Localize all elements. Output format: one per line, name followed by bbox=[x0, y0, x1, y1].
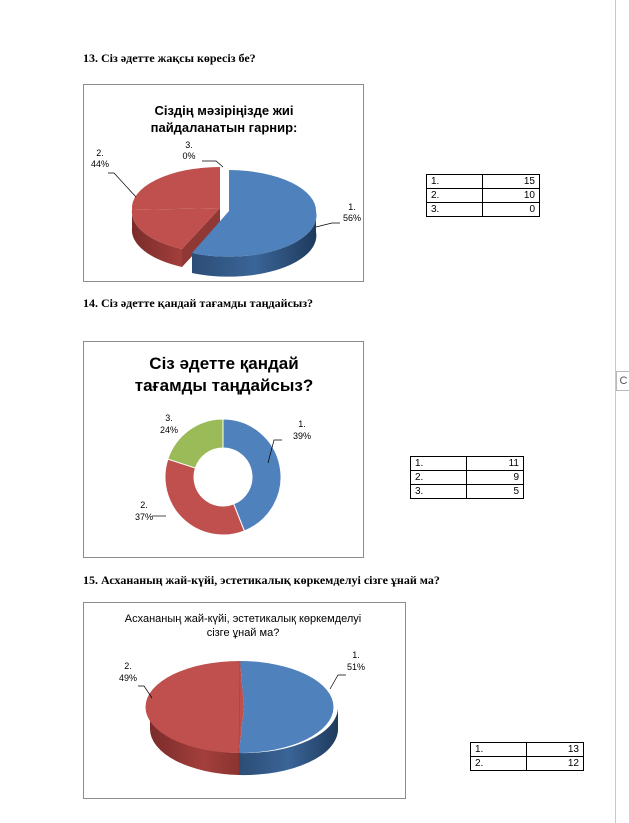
chart-13-leader-3 bbox=[202, 161, 223, 167]
question-15-heading: 15. Асхананың жай-күйі, эстетикалық көркемделуі сізге ұнай ма? bbox=[83, 573, 440, 587]
table-15 bbox=[470, 742, 584, 771]
table-row: 2. 9 bbox=[411, 471, 524, 485]
chart-15-label-1-name: 1. bbox=[352, 650, 360, 660]
chart-14-label-2-pct: 37% bbox=[134, 512, 154, 522]
chart-15-title-line-1: Асхананың жай-күйі, эстетикалық көркемделуі bbox=[124, 613, 362, 625]
chart-14-title-line-2: тағамды таңдайсыз? bbox=[134, 376, 314, 395]
chart-13-leader-1 bbox=[316, 223, 340, 227]
chart-13-plot bbox=[132, 167, 316, 277]
chart-13-label-2-name: 2. bbox=[96, 148, 104, 158]
chart-14-label-3-name: 3. bbox=[165, 413, 173, 423]
table-row: 2. 10 bbox=[427, 189, 540, 203]
chart-15-label-2-pct: 49% bbox=[118, 673, 138, 683]
table-row: 2. 12 bbox=[471, 757, 584, 771]
chart-13-label-1-name: 1. bbox=[348, 202, 356, 212]
table-row: 3. 5 bbox=[411, 485, 524, 499]
chart-15-title-line-2: сізге ұнай ма? bbox=[206, 627, 280, 639]
chart-14 bbox=[83, 341, 364, 558]
chart-13-title-line-2: пайдаланатын гарнир: bbox=[150, 120, 298, 135]
chart-13-title-line-1: Сіздің мәзіріңізде жиі bbox=[154, 103, 294, 118]
chart-13-label-3-name: 3. bbox=[185, 140, 193, 150]
chart-15-leader-1 bbox=[330, 675, 346, 689]
chart-15 bbox=[83, 602, 406, 799]
chart-13-label-3-pct: 0% bbox=[182, 151, 196, 161]
table-row: 3. 0 bbox=[427, 203, 540, 217]
chart-14-label-3-pct: 24% bbox=[159, 425, 179, 435]
margin-comment-tab[interactable]: С bbox=[616, 371, 629, 391]
table-row: 1. 13 bbox=[471, 743, 584, 757]
chart-13-label-1-pct: 56% bbox=[342, 213, 362, 223]
chart-15-plot bbox=[145, 661, 338, 775]
chart-15-label-1-pct: 51% bbox=[346, 662, 366, 672]
chart-13-slice-2 bbox=[132, 167, 220, 210]
chart-15-label-2-name: 2. bbox=[124, 661, 132, 671]
table-row: 1. 11 bbox=[411, 457, 524, 471]
question-14-heading: 14. Сіз әдетте қандай тағамды таңдайсыз? bbox=[83, 296, 314, 310]
table-13 bbox=[426, 174, 540, 217]
chart-13-leader-2 bbox=[108, 173, 136, 197]
chart-13-label-2-pct: 44% bbox=[90, 159, 110, 169]
chart-14-label-1-pct: 39% bbox=[292, 431, 312, 441]
chart-14-slice-2 bbox=[165, 459, 244, 535]
table-row: 1. 15 bbox=[427, 175, 540, 189]
chart-14-plot bbox=[165, 419, 281, 535]
chart-14-label-1-name: 1. bbox=[298, 419, 306, 429]
chart-13 bbox=[83, 84, 364, 282]
table-14 bbox=[410, 456, 524, 499]
chart-14-title-line-1: Сіз әдетте қандай bbox=[149, 354, 299, 373]
chart-14-label-2-name: 2. bbox=[140, 500, 148, 510]
question-13-heading: 13. Сіз әдетте жақсы көресіз бе? bbox=[83, 51, 256, 65]
page-edge bbox=[615, 0, 616, 823]
